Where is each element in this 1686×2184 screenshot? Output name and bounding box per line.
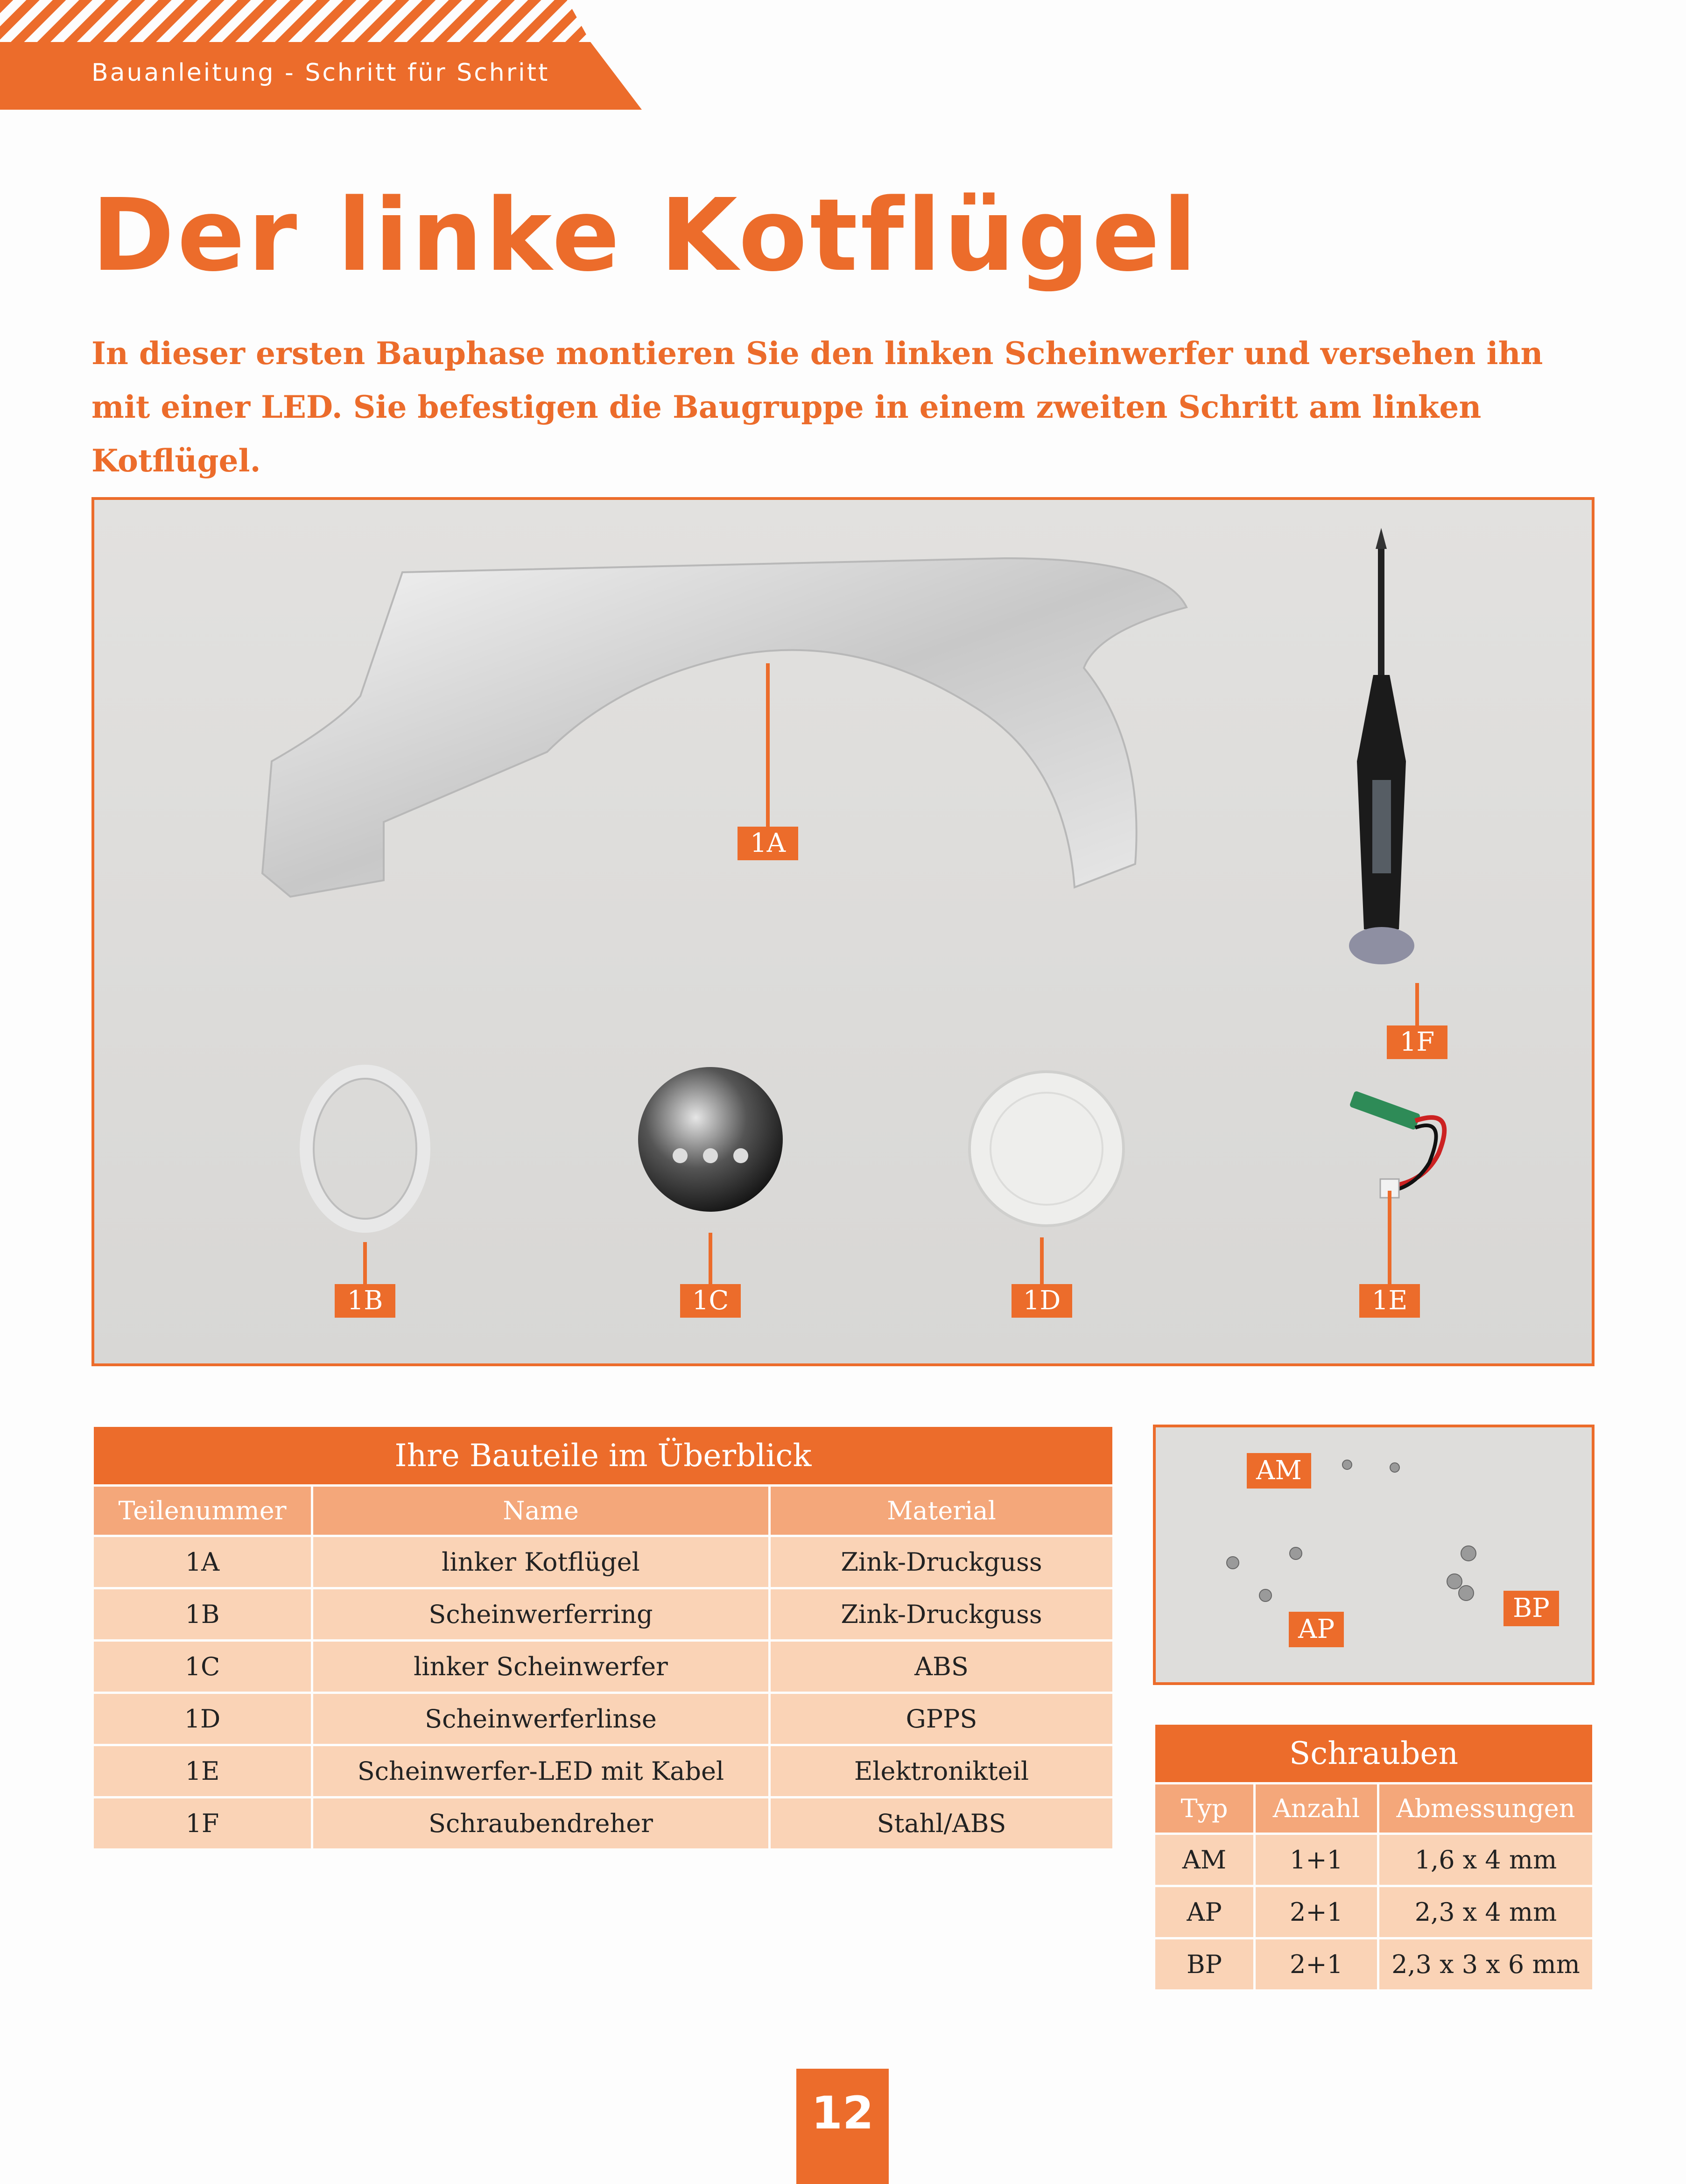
col-header-dimensions: Abmessungen [1378, 1784, 1594, 1834]
headlight-lens-part [969, 1072, 1124, 1226]
cell: AM [1154, 1834, 1255, 1886]
cell: 2+1 [1255, 1938, 1378, 1991]
table-row [1154, 1886, 1594, 1938]
col-header-count: Anzahl [1255, 1784, 1378, 1834]
headlight-ring-part [307, 1072, 423, 1226]
headlight-reflector-part [638, 1067, 783, 1212]
page-number: 12 [796, 2069, 889, 2184]
label-1d: 1D [1012, 1284, 1072, 1318]
page-title: Der linke Kotflügel [91, 177, 1200, 294]
cell: GPPS [770, 1693, 1114, 1745]
cell: 2,3 x 3 x 6 mm [1378, 1938, 1594, 1991]
cell: Elektronikteil [770, 1745, 1114, 1798]
cell: AP [1154, 1886, 1255, 1938]
table-row [93, 1693, 1114, 1745]
cell: 1+1 [1255, 1834, 1378, 1886]
cell: Scheinwerferring [312, 1588, 770, 1641]
cell: 1F [93, 1798, 312, 1850]
cell: 1C [93, 1641, 312, 1693]
label-1b: 1B [335, 1284, 395, 1318]
screws-illustration [1156, 1427, 1592, 1682]
label-1c: 1C [680, 1284, 741, 1318]
cell: 1A [93, 1536, 312, 1588]
screw-label-bp: BP [1503, 1591, 1559, 1626]
table-row [93, 1536, 1114, 1588]
cell: Scheinwerfer-LED mit Kabel [312, 1745, 770, 1798]
col-header-part-number: Teilenummer [93, 1486, 312, 1536]
cell: Zink-Druckguss [770, 1536, 1114, 1588]
col-header-material: Material [770, 1486, 1114, 1536]
table-row [93, 1588, 1114, 1641]
cell: 1E [93, 1745, 312, 1798]
parts-table-title: Ihre Bauteile im Überblick [93, 1426, 1114, 1486]
led-part [1349, 1090, 1444, 1198]
screw-label-ap: AP [1289, 1612, 1344, 1647]
table-row [93, 1798, 1114, 1850]
col-header-name: Name [312, 1486, 770, 1536]
table-row [1154, 1938, 1594, 1991]
screwdriver-part [1349, 528, 1414, 964]
section-label: Bauanleitung - Schritt für Schritt [91, 59, 550, 87]
cell: 1,6 x 4 mm [1378, 1834, 1594, 1886]
intro-text: In dieser ersten Bauphase montieren Sie den linken Scheinwerfer und versehen ihn mit einer LED. Sie befestigen die Baugruppe in einem zweiten Schritt am linken Kotflügel. [91, 335, 1543, 479]
label-1e: 1E [1359, 1284, 1420, 1318]
cell: linker Scheinwerfer [312, 1641, 770, 1693]
cell: 1D [93, 1693, 312, 1745]
cell: 2+1 [1255, 1886, 1378, 1938]
table-row [1154, 1834, 1594, 1886]
label-1f: 1F [1387, 1025, 1447, 1059]
table-row [93, 1745, 1114, 1798]
screws-table-title: Schrauben [1154, 1724, 1594, 1784]
parts-illustration [94, 500, 1592, 1363]
cell: 1B [93, 1588, 312, 1641]
cell: Schraubendreher [312, 1798, 770, 1850]
label-1a: 1A [738, 827, 798, 860]
header-tab [0, 0, 642, 110]
cell: ABS [770, 1641, 1114, 1693]
screws-table [1153, 1722, 1595, 1992]
cell: linker Kotflügel [312, 1536, 770, 1588]
cell: Stahl/ABS [770, 1798, 1114, 1850]
screw-label-am: AM [1247, 1453, 1311, 1489]
cell: Scheinwerferlinse [312, 1693, 770, 1745]
cell: 2,3 x 4 mm [1378, 1886, 1594, 1938]
table-row [93, 1641, 1114, 1693]
col-header-type: Typ [1154, 1784, 1255, 1834]
cell: BP [1154, 1938, 1255, 1991]
screws-photo [1153, 1425, 1595, 1685]
parts-photo [91, 497, 1595, 1366]
fender-part [262, 558, 1187, 897]
cell: Zink-Druckguss [770, 1588, 1114, 1641]
parts-table [91, 1425, 1115, 1851]
